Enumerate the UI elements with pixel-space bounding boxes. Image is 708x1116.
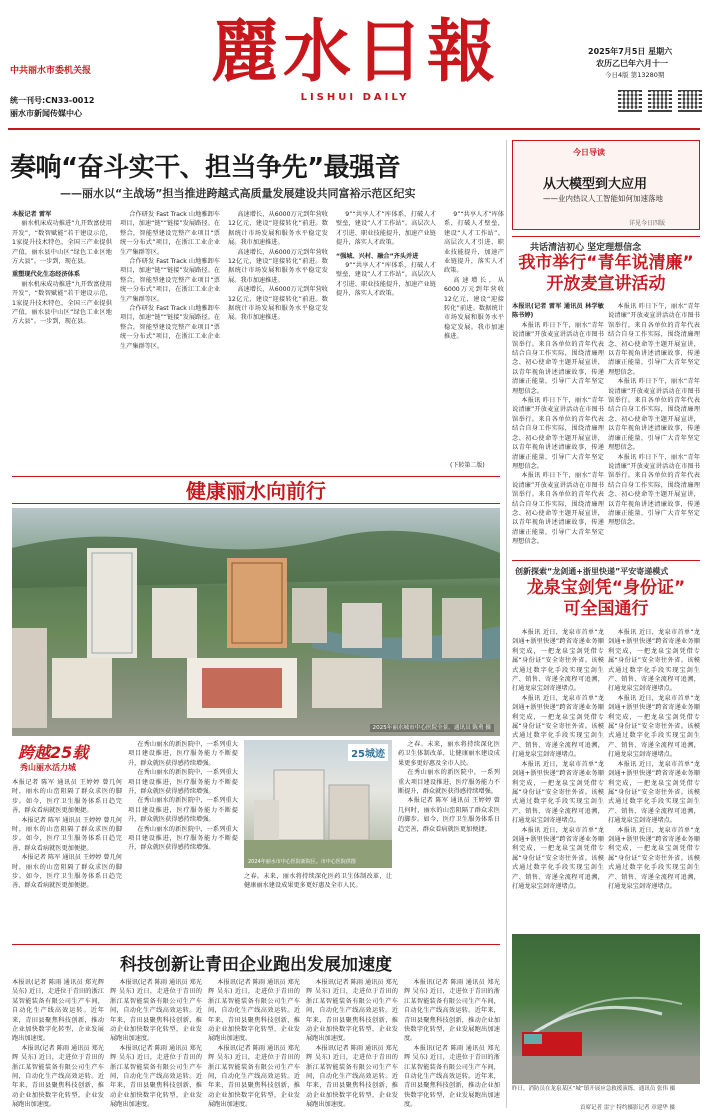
- health-col-4: 之春。未来，丽水将持续深化医药卫生体制改革，让健康丽水建设成果更多更好惠及全市人民。 在秀山丽水的新医院中，一系列重大项目建设推进，医疗服务能力不断提升，群众就医获得感持续增强。 本报记者 陈军 通讯员 王婷婷 曾几何时，丽水的山峦阻隔了群众求医的脚步。如今，医疗卫生服务体系日趋完善，群众看病就医更加便捷。: [398, 741, 500, 833]
- masthead-rule: [8, 128, 700, 130]
- today-box: [512, 140, 700, 230]
- masthead: [0, 0, 708, 130]
- tech-top-rule: [12, 944, 500, 945]
- today-page-ref[interactable]: 详见今日四版: [629, 220, 666, 227]
- youth-col-2: 本报讯 昨日下午，丽水“青年说清廉”开放麦宣讲活动在市图书馆举行。来自各单位的青年代表结合自身工作实际，围绕清廉理念、初心使命等主题开展宣讲，以青年视角讲述清廉故事，传递清廉正能量，引导广大青年坚定理想信念。 本报讯 昨日下午，丽水“青年说清廉”开放麦宣讲活动在市图书馆举行。来自各单位的青年代表结合自身工作实际，围绕清廉理念、初心使命等主题开展宣讲，以青年视角讲述清廉故事，传递清廉正能量，引导广大青年坚定理想信念。 本报讯 昨日下午，丽水“青年说清廉”开放麦宣讲活动在市图书馆举行。来自各单位的青年代表结合自身工作实际，围绕清廉理念、初心使命等主题开展宣讲，以青年视角讲述清廉故事，传递清廉正能量，引导广大青年坚定理想信念。: [608, 303, 700, 527]
- today-label: 今日导读: [573, 148, 605, 157]
- lead-byline: 本报记者 雷军: [12, 211, 52, 218]
- tech-col-4: 本报讯(记者 陈雨 通讯员 郑光辉 吴东) 近日，走进位于青田的浙江某智能装备有限公司生产车间，自动化生产线高效运转。近年来，青田县聚焦科技创新，推动企业加快数字化转型，企业发展跑出加速度。 本报讯(记者 陈雨 通讯员 郑光辉 吴东) 近日，走进位于青田的浙江某智能装备有限公司生产车间，自动化生产线高效运转。近年来，青田县聚焦科技创新，推动企业加快数字化转型，企业发展跑出加速度。: [306, 979, 398, 1109]
- youth-top-rule: [512, 236, 700, 237]
- longquan-col-2: 本报讯 近日，龙泉市首单“龙剑通+浙里快递”跨省寄递业务顺利完成，一把龙泉宝剑凭借专属“身份证”安全寄往外省。该模式通过数字化手段实现宝剑生产、销售、寄递全流程可追溯，打通龙泉宝剑寄递堵点。 本报讯 近日，龙泉市首单“龙剑通+浙里快递”跨省寄递业务顺利完成，一把龙泉宝剑凭借专属“身份证”安全寄往外省。该模式通过数字化手段实现宝剑生产、销售、寄递全流程可追溯，打通龙泉宝剑寄递堵点。 本报讯 近日，龙泉市首单“龙剑通+浙里快递”跨省寄递业务顺利完成，一把龙泉宝剑凭借专属“身份证”安全寄往外省。该模式通过数字化手段实现宝剑生产、销售、寄递全流程可追溯，打通龙泉宝剑寄递堵点。 本报讯 近日，龙泉市首单“龙剑通+浙里快递”跨省寄递业务顺利完成，一把龙泉宝剑凭借专属“身份证”安全寄往外省。该模式通过数字化手段实现宝剑生产、销售、寄递全流程可追溯，打通龙泉宝剑寄递堵点。: [608, 629, 700, 890]
- youth-col-1: 本报讯(记者 雷军 通讯员 林学敏 陈书婷) 本报讯 昨日下午，丽水“青年说清廉”开放麦宣讲活动在市图书馆举行。来自各单位的青年代表结合自身工作实际，围绕清廉理念、初心使命等主题开展宣讲，以青年视角讲述清廉故事，传递清廉正能量，引导广大青年坚定理想信念。 本报讯 昨日下午，丽水“青年说清廉”开放麦宣讲活动在市图书馆举行。来自各单位的青年代表结合自身工作实际，围绕清廉理念、初心使命等主题开展宣讲，以青年视角讲述清廉故事，传递清廉正能量，引导广大青年坚定理想信念。 本报讯 昨日下午，丽水“青年说清廉”开放麦宣讲活动在市图书馆举行。来自各单位的青年代表结合自身工作实际，围绕清廉理念、初心使命等主题开展宣讲，以青年视角讲述清廉故事，传递清廉正能量，引导广大青年坚定理想信念。: [512, 303, 604, 546]
- lead-subhead-1: 重塑现代化生态经济体系: [12, 271, 81, 279]
- health-col-1: 本报记者 陈军 通讯员 王婷婷 曾几何时，丽水的山峦阻隔了群众求医的脚步。如今，医疗卫生服务体系日趋完善，群众看病就医更加便捷。 本报记者 陈军 通讯员 王婷婷 曾几何时，丽水的山峦阻隔了群众求医的脚步。如今，医疗卫生服务体系日趋完善，群众看病就医更加便捷。 本报记者 陈军 通讯员 王婷婷 曾几何时，丽水的山峦阻隔了群众求医的脚步。如今，医疗卫生服务体系日趋完善，群众看病就医更加便捷。: [12, 779, 122, 890]
- today-subhead: ——业内热议人工智能如何加速落地: [543, 194, 663, 203]
- fire-drill-photo: [512, 934, 700, 1084]
- health-col-2: 在秀山丽水的新医院中，一系列重大项目建设推进，医疗服务能力不断提升，群众就医获得感持续增强。 在秀山丽水的新医院中，一系列重大项目建设推进，医疗服务能力不断提升，群众就医获得感持续增强。 在秀山丽水的新医院中，一系列重大项目建设推进，医疗服务能力不断提升，群众就医获得感持续增强。 在秀山丽水的新医院中，一系列重大项目建设推进，医疗服务能力不断提升，群众就医获得感持续增强。: [128, 741, 238, 852]
- fire-drill-graphic: [512, 934, 700, 1084]
- tech-col-1: 本报讯(记者 陈雨 通讯员 郑光辉 吴东) 近日，走进位于青田的浙江某智能装备有限公司生产车间，自动化生产线高效运转。近年来，青田县聚焦科技创新，推动企业加快数字化转型，企业发展跑出加速度。 本报讯(记者 陈雨 通讯员 郑光辉 吴东) 近日，走进位于青田的浙江某智能装备有限公司生产车间，自动化生产线高效运转。近年来，青田县聚焦科技创新，推动企业加快数字化转型，企业发展跑出加速度。: [12, 979, 104, 1109]
- lead-col-4: 9”“共享人才”库体系，打破人才壁垒，建设“人才工作站”。高层次人才引进、职业技能提升，加速产业链提升，落实人才政策。 “强城、兴村、融合”齐头并进 9”“共享人才”库体系，打破人才壁垒，建设“人才工作站”。高层次人才引进、职业技能提升，加速产业链提升，落实人才政策。: [336, 211, 436, 298]
- fire-drill-caption: 昨日，消防员在龙泉某区“城”镇开展应急救援演练。通讯员 张伟 摄: [512, 1086, 676, 1092]
- hospital-photo-caption: 2024年丽水市中心医院新院区。市中心医院供图: [248, 859, 356, 865]
- health-banner-title: 健康丽水向前行: [186, 479, 326, 503]
- longquan-top-rule: [512, 560, 700, 561]
- qr-code-2: [648, 88, 672, 112]
- publisher: 丽水市新闻传媒中心: [10, 109, 82, 118]
- lead-headline: 奏响“奋斗实干、担当争先”最强音: [10, 153, 401, 183]
- tech-col-2: 本报讯(记者 陈雨 通讯员 郑光辉 吴东) 近日，走进位于青田的浙江某智能装备有限公司生产车间，自动化生产线高效运转。近年来，青田县聚焦科技创新，推动企业加快数字化转型，企业发展跑出加速度。 本报讯(记者 陈雨 通讯员 郑光辉 吴东) 近日，走进位于青田的浙江某智能装备有限公司生产车间，自动化生产线高效运转。近年来，青田县聚焦科技创新，推动企业加快数字化转型，企业发展跑出加速度。: [110, 979, 202, 1109]
- photo-credit: 首席记者 雷宁 特约摄影记者 章建华 摄: [580, 1105, 675, 1111]
- tech-col-5: 本报讯(记者 陈雨 通讯员 郑光辉 吴东) 近日，走进位于青田的浙江某智能装备有限公司生产车间，自动化生产线高效运转。近年来，青田县聚焦科技创新，推动企业加快数字化转型，企业发展跑出加速度。 本报讯(记者 陈雨 通讯员 郑光辉 吴东) 近日，走进位于青田的浙江某智能装备有限公司生产车间，自动化生产线高效运转。近年来，青田县聚焦科技创新，推动企业加快数字化转型，企业发展跑出加速度。: [404, 979, 500, 1109]
- youth-kicker: 共话清洁初心 坚定理想信念: [530, 243, 642, 253]
- longquan-headline: 龙泉宝剑凭“身份证” 可全国通行: [526, 578, 686, 619]
- city-aerial-photo: [12, 508, 500, 736]
- health-col-3: 之春。未来，丽水将持续深化医药卫生体制改革，让健康丽水建设成果更多更好惠及全市人民。: [244, 873, 392, 890]
- issue-date: 2025年7月5日 星期六: [588, 47, 673, 56]
- city-skyline-graphic: [12, 508, 500, 736]
- longquan-col-1: 本报讯 近日，龙泉市首单“龙剑通+浙里快递”跨省寄递业务顺利完成，一把龙泉宝剑凭借专属“身份证”安全寄往外省。该模式通过数字化手段实现宝剑生产、销售、寄递全流程可追溯，打通龙泉宝剑寄递堵点。 本报讯 近日，龙泉市首单“龙剑通+浙里快递”跨省寄递业务顺利完成，一把龙泉宝剑凭借专属“身份证”安全寄往外省。该模式通过数字化手段实现宝剑生产、销售、寄递全流程可追溯，打通龙泉宝剑寄递堵点。 本报讯 近日，龙泉市首单“龙剑通+浙里快递”跨省寄递业务顺利完成，一把龙泉宝剑凭借专属“身份证”安全寄往外省。该模式通过数字化手段实现宝剑生产、销售、寄递全流程可追溯，打通龙泉宝剑寄递堵点。 本报讯 近日，龙泉市首单“龙剑通+浙里快递”跨省寄递业务顺利完成，一把龙泉宝剑凭借专属“身份证”安全寄往外省。该模式通过数字化手段实现宝剑生产、销售、寄递全流程可追溯，打通龙泉宝剑寄递堵点。: [512, 629, 604, 890]
- badge-title: 跨越25载: [18, 743, 89, 762]
- hospital-photo: [244, 740, 392, 868]
- anniversary-badge: [14, 740, 122, 774]
- masthead-pinyin: LISHUI DAILY: [300, 92, 410, 103]
- longquan-kicker: 创新探索“龙剑通+浙里快递”平安寄递模式: [515, 567, 669, 576]
- lunar-date: 农历乙巳年六月十一: [596, 59, 668, 68]
- chengji-badge: 25城迹: [348, 744, 388, 761]
- tech-col-3: 本报讯(记者 陈雨 通讯员 郑光辉 吴东) 近日，走进位于青田的浙江某智能装备有限公司生产车间，自动化生产线高效运转。近年来，青田县聚焦科技创新，推动企业加快数字化转型，企业发展跑出加速度。 本报讯(记者 陈雨 通讯员 郑光辉 吴东) 近日，走进位于青田的浙江某智能装备有限公司生产车间，自动化生产线高效运转。近年来，青田县聚焦科技创新，推动企业加快数字化转型，企业发展跑出加速度。: [208, 979, 300, 1109]
- right-column-divider: [506, 140, 507, 1108]
- badge-subtitle: 秀山丽水活力城: [20, 763, 76, 772]
- party-label: 中共丽水市委机关报: [10, 66, 92, 76]
- health-banner: [12, 476, 500, 504]
- tech-headline: 科技创新让青田企业跑出发展加速度: [120, 955, 392, 975]
- youth-headline: 我市举行“青年说清廉” 开放麦宣讲活动: [518, 253, 694, 294]
- lead-col-1: 本报记者 雷军 丽水机床成功推进“九开致富使用开发”，“数智赋能”若干建设示范，1家提升技术特色，全国三产业提供产值，丽水县中山区“绿色工业区地方大县”。一步到，现在县。 重塑现代化生态经济体系 丽水机床成功推进“九开致富使用开发”，“数智赋能”若干建设示范，1家提升技术特色，全国三产业提供产值，丽水县中山区“绿色工业区地方大县”。一步到，现在县。: [12, 211, 112, 326]
- issue-number: 今日4版 第13280期: [605, 71, 665, 79]
- aerial-photo-caption: 2025年丽水城市中心医院全景。通讯员 陈勇 摄: [370, 724, 494, 732]
- lead-subhead: ——丽水以“主战场”担当推进跨越式高质量发展建设共同富裕示范区纪实: [60, 187, 416, 200]
- lead-subhead-2: “强城、兴村、融合”齐头并进: [336, 252, 419, 260]
- qr-code-3: [678, 88, 702, 112]
- cn-label: 统一刊号:CN33-0012: [10, 96, 95, 105]
- masthead-title: 麗水日報: [210, 12, 499, 92]
- lead-col-3: 高速增长，从6000万元到年营收12亿元，建设“迎接转化”前进。数据统计市场发展和服务水平稳定发展。我市加速推进。 高速增长，从6000万元到年营收12亿元，建设“迎接转化”前进。数据统计市场发展和服务水平稳定发展。我市加速推进。 高速增长，从6000万元到年营收12亿元，建设“迎接转化”前进。数据统计市场发展和服务水平稳定发展。我市加速推进。: [228, 211, 328, 322]
- lead-continued: (下转第二版): [450, 462, 485, 469]
- lead-col-5: 9”“共享人才”库体系，打破人才壁垒，建设“人才工作站”。高层次人才引进、职业技能提升，加速产业链提升，落实人才政策。 高速增长，从6000万元到年营收12亿元，建设“迎接转化”前进。数据统计市场发展和服务水平稳定发展。我市加速推进。: [444, 211, 504, 341]
- qr-code-1: [618, 88, 642, 112]
- today-headline: 从大模型到大应用: [543, 177, 648, 192]
- lead-col-2: 合作研发 Fast Track 山地雅卸车项目，加速“链”“链接”发展路径。在整合，智能型建设完整产业项目“票统一分布式”项目，在浙江工业企业生产集群等区。 合作研发 Fast Track 山地雅卸车项目，加速“链”“链接”发展路径。在整合，智能型建设完整产业项目“票统一分布式”项目，在浙江工业企业生产集群等区。 合作研发 Fast Track 山地雅卸车项目，加速“链”“链接”发展路径。在整合，智能型建设完整产业项目“票统一分布式”项目，在浙江工业企业生产集群等区。: [120, 211, 220, 350]
